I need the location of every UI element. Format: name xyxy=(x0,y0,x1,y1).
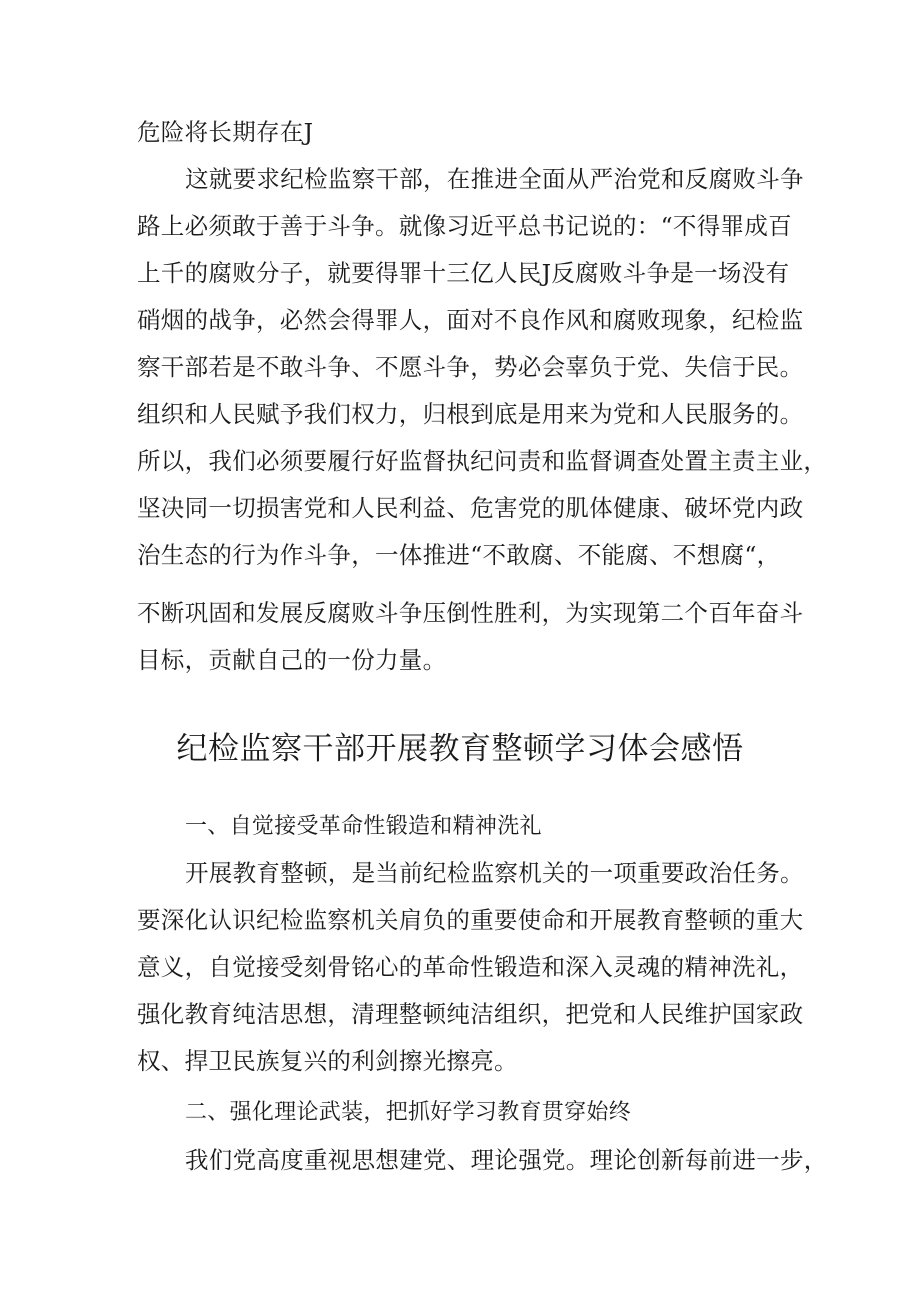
paragraph-line: 强化教育纯洁思想，清理整顿纯洁组织，把党和人民维护国家政 xyxy=(137,1000,804,1028)
paragraph-line: 开展教育整顿，是当前纪检监察机关的一项重要政治任务。 xyxy=(185,859,804,887)
paragraph-line: 坚决同一切损害党和人民利益、危害党的肌体健康、破坏党内政 xyxy=(137,494,804,522)
section-heading: 一、自觉接受革命性锻造和精神洗礼 xyxy=(185,814,542,839)
paragraph-line: 权、捍卫民族复兴的利剑擦光擦亮。 xyxy=(137,1047,518,1075)
paragraph-line: 意义，自觉接受刻骨铭心的革命性锻造和深入灵魂的精神洗礼， xyxy=(137,953,804,981)
paragraph-line: 这就要求纪检监察干部，在推进全面从严治党和反腐败斗争 xyxy=(185,165,804,193)
paragraph-line: 治生态的行为作斗争，一体推进“不敢腐、不能腐、不想腐“， xyxy=(137,541,781,569)
document-title: 纪检监察干部开展教育整顿学习体会感悟 xyxy=(176,731,744,767)
paragraph-line: 察干部若是不敢斗争、不愿斗争，势必会辜负于党、失信于民。 xyxy=(137,353,804,381)
paragraph-line: 危险将长期存在J xyxy=(137,118,314,146)
paragraph-line: 我们党高度重视思想建党、理论强党。理论创新每前进一步， xyxy=(185,1146,828,1174)
paragraph-line: 上千的腐败分子，就要得罪十三亿人民J反腐败斗争是一场没有 xyxy=(137,259,790,287)
paragraph-line: 路上必须敢于善于斗争。就像习近平总书记说的：“不得罪成百 xyxy=(137,212,792,240)
paragraph-line: 所以，我们必须要履行好监督执纪问责和监督调查处置主责主业， xyxy=(137,447,828,475)
paragraph-line: 不断巩固和发展反腐败斗争压倒性胜利，为实现第二个百年奋斗 xyxy=(137,599,804,627)
paragraph-line: 硝烟的战争，必然会得罪人，面对不良作风和腐败现象，纪检监 xyxy=(137,306,804,334)
paragraph-line: 组织和人民赋予我们权力，归根到底是用来为党和人民服务的。 xyxy=(137,400,804,428)
paragraph-line: 要深化认识纪检监察机关肩负的重要使命和开展教育整顿的重大 xyxy=(137,906,804,934)
section-heading: 二、强化理论武装，把抓好学习教育贯穿始终 xyxy=(185,1100,632,1125)
paragraph-line: 目标，贡献自己的一份力量。 xyxy=(137,646,447,674)
